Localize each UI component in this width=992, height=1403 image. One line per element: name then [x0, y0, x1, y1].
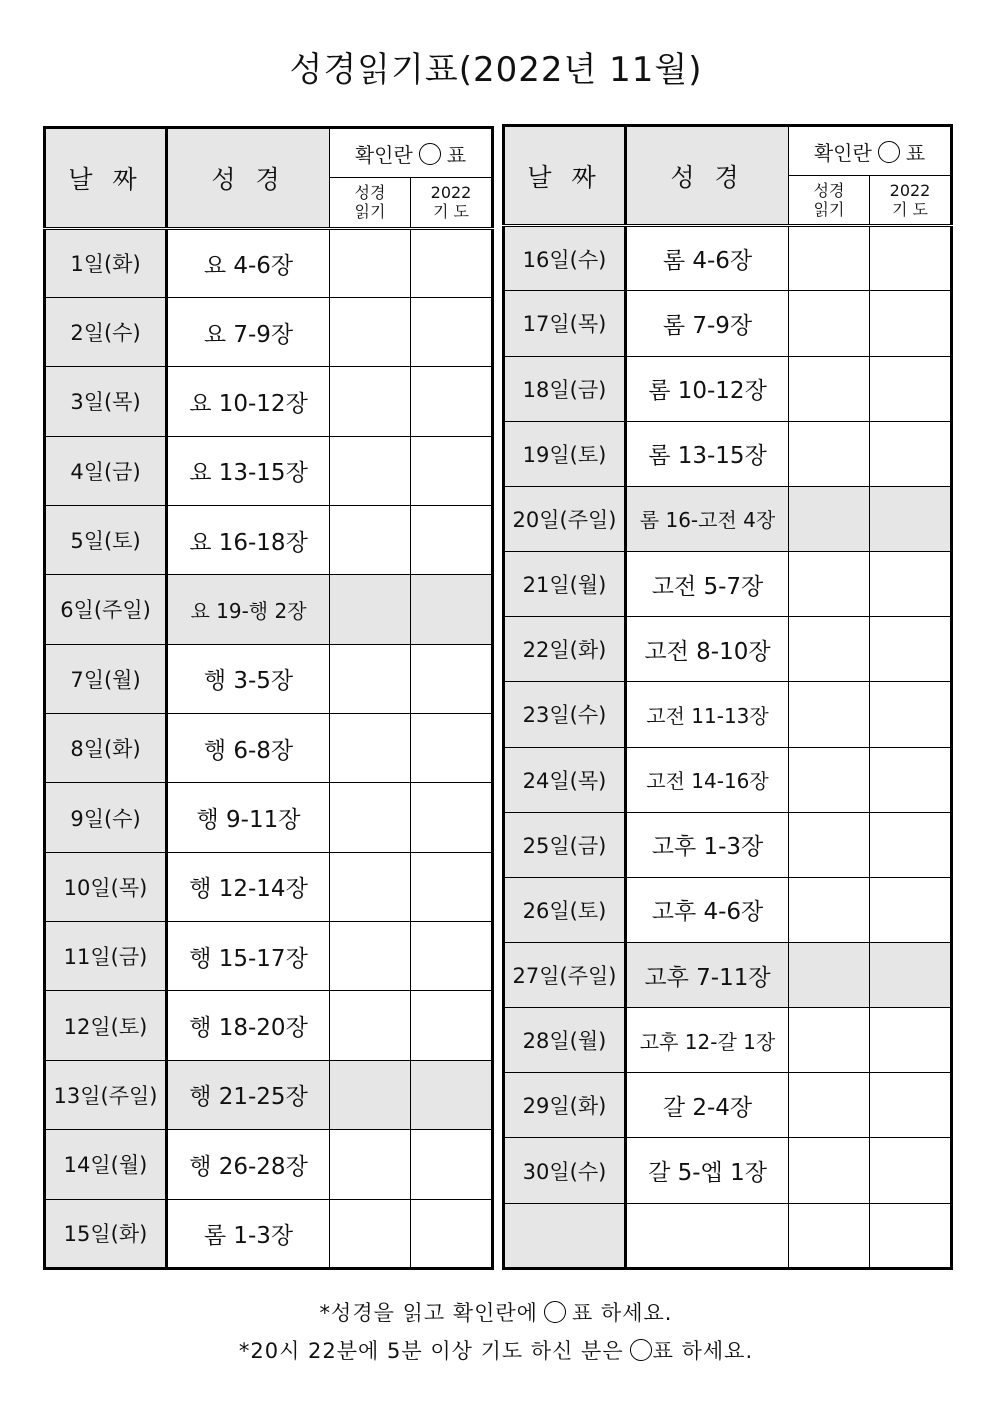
date-cell: 25일(금): [504, 812, 626, 877]
pray-check-cell[interactable]: [411, 575, 493, 644]
pray-check-cell[interactable]: [870, 291, 952, 356]
passage-cell: 갈 5-엡 1장: [626, 1138, 789, 1203]
pray-check-cell[interactable]: [411, 505, 493, 574]
pray-check-cell[interactable]: [870, 682, 952, 747]
passage-cell: 행 21-25장: [167, 1060, 330, 1129]
read-check-cell[interactable]: [789, 747, 870, 812]
pray-check-cell[interactable]: [411, 991, 493, 1060]
pray-check-cell[interactable]: [870, 942, 952, 1007]
pray-check-cell[interactable]: [411, 228, 493, 297]
table-row: [45, 714, 493, 783]
read-check-cell[interactable]: [789, 617, 870, 682]
passage-cell: 고후 7-11장: [626, 942, 789, 1007]
date-cell: 30일(수): [504, 1138, 626, 1203]
passage-cell: 행 9-11장: [167, 783, 330, 852]
date-cell: 26일(토): [504, 877, 626, 942]
circle-icon: [544, 1301, 566, 1323]
reading-table-left: [43, 126, 494, 1270]
read-check-cell[interactable]: [789, 1073, 870, 1138]
read-check-cell[interactable]: [330, 228, 411, 297]
confirm-label: 확인란: [813, 140, 872, 165]
pray-check-cell[interactable]: [411, 1199, 493, 1268]
table-row: [45, 644, 493, 713]
read-check-cell[interactable]: [789, 1138, 870, 1203]
passage-cell: 롬 4-6장: [626, 226, 789, 291]
table-row: [504, 617, 952, 682]
read-check-cell[interactable]: [330, 1060, 411, 1129]
circle-icon: [630, 1339, 652, 1361]
read-check-cell[interactable]: [330, 852, 411, 921]
date-cell: 1일(화): [45, 228, 167, 297]
bible-header: 성 경: [167, 128, 330, 229]
read-check-cell[interactable]: [789, 486, 870, 551]
table-row: [504, 747, 952, 812]
date-cell: 3일(목): [45, 367, 167, 436]
read-check-cell[interactable]: [789, 1008, 870, 1073]
passage-cell: 요 16-18장: [167, 505, 330, 574]
date-cell: 20일(주일): [504, 486, 626, 551]
pray-check-cell[interactable]: [411, 783, 493, 852]
passage-cell: 고전 5-7장: [626, 552, 789, 617]
confirm-header: [789, 126, 952, 176]
table-row: [504, 682, 952, 747]
confirm-header: [330, 128, 493, 178]
passage-cell: 행 12-14장: [167, 852, 330, 921]
passage-cell: 요 13-15장: [167, 436, 330, 505]
instruction-note-2: *20시 22분에 5분 이상 기도 하신 분은 표 하세요.: [238, 1339, 754, 1363]
table-row: [45, 575, 493, 644]
date-cell: 19일(토): [504, 421, 626, 486]
date-cell: 28일(월): [504, 1008, 626, 1073]
passage-cell: 고전 8-10장: [626, 617, 789, 682]
pray-check-cell[interactable]: [870, 486, 952, 551]
pray-check-cell[interactable]: [870, 1073, 952, 1138]
circle-icon: [419, 143, 441, 165]
read-check-cell[interactable]: [330, 783, 411, 852]
pray-check-cell[interactable]: [870, 1008, 952, 1073]
table-row: [504, 226, 952, 291]
passage-cell: 고후 12-갈 1장: [626, 1008, 789, 1073]
passage-cell: 롬 16-고전 4장: [626, 486, 789, 551]
date-cell: 11일(금): [45, 922, 167, 991]
table-row: [504, 1073, 952, 1138]
date-cell: 8일(화): [45, 714, 167, 783]
pray-check-cell[interactable]: [870, 1203, 952, 1268]
table-row: [45, 852, 493, 921]
passage-cell: 요 4-6장: [167, 228, 330, 297]
date-header: 날 짜: [504, 126, 626, 226]
read-check-cell[interactable]: [330, 991, 411, 1060]
passage-cell: 고후 4-6장: [626, 877, 789, 942]
read-check-cell[interactable]: [789, 942, 870, 1007]
read-check-cell[interactable]: [330, 1130, 411, 1199]
read-check-cell[interactable]: [330, 505, 411, 574]
pray-check-cell[interactable]: [411, 644, 493, 713]
pray-check-cell[interactable]: [411, 367, 493, 436]
passage-cell: [626, 1203, 789, 1268]
pray-check-cell[interactable]: [411, 436, 493, 505]
date-cell: 10일(목): [45, 852, 167, 921]
read-check-cell[interactable]: [330, 714, 411, 783]
table-row: [45, 367, 493, 436]
date-cell: 12일(토): [45, 991, 167, 1060]
confirm-label: 확인란: [354, 142, 413, 167]
read-check-cell[interactable]: [789, 552, 870, 617]
pray-check-cell[interactable]: [870, 877, 952, 942]
read-check-cell[interactable]: [789, 291, 870, 356]
read-check-cell[interactable]: [789, 1203, 870, 1268]
table-row: [504, 356, 952, 421]
date-cell: 27일(주일): [504, 942, 626, 1007]
date-cell: 24일(목): [504, 747, 626, 812]
pray-check-cell[interactable]: [870, 552, 952, 617]
date-cell: 29일(화): [504, 1073, 626, 1138]
pray-check-cell[interactable]: [411, 852, 493, 921]
table-row: [45, 783, 493, 852]
date-cell: 18일(금): [504, 356, 626, 421]
table-row: [504, 421, 952, 486]
passage-cell: 롬 10-12장: [626, 356, 789, 421]
passage-cell: 롬 13-15장: [626, 421, 789, 486]
read-check-cell[interactable]: [330, 297, 411, 366]
table-row: [45, 436, 493, 505]
pray-check-cell[interactable]: [870, 421, 952, 486]
page-title: 성경읽기표(2022년 11월): [289, 50, 703, 90]
instruction-note-1: *성경을 읽고 확인란에 표 하세요.: [319, 1301, 673, 1325]
bible-header: 성 경: [626, 126, 789, 226]
date-cell: 14일(월): [45, 1130, 167, 1199]
passage-cell: 요 19-행 2장: [167, 575, 330, 644]
circle-icon: [878, 141, 900, 163]
date-header: 날 짜: [45, 128, 167, 229]
table-row: [504, 1203, 952, 1268]
read-check-cell[interactable]: [789, 226, 870, 291]
passage-cell: 행 3-5장: [167, 644, 330, 713]
passage-cell: 행 26-28장: [167, 1130, 330, 1199]
table-row: [45, 1130, 493, 1199]
read-check-cell[interactable]: [330, 436, 411, 505]
read-check-cell[interactable]: [330, 1199, 411, 1268]
date-cell: 5일(토): [45, 505, 167, 574]
passage-cell: 요 10-12장: [167, 367, 330, 436]
table-row: [45, 1060, 493, 1129]
table-row: [504, 942, 952, 1007]
date-cell: [504, 1203, 626, 1268]
table-row: [45, 922, 493, 991]
pray-check-cell[interactable]: [411, 1060, 493, 1129]
pray-check-cell[interactable]: [411, 922, 493, 991]
read-check-cell[interactable]: [330, 575, 411, 644]
read-subheader: 성경 읽기: [330, 178, 411, 228]
date-cell: 21일(월): [504, 552, 626, 617]
read-check-cell[interactable]: [789, 812, 870, 877]
read-check-cell[interactable]: [330, 922, 411, 991]
table-row: [45, 297, 493, 366]
passage-cell: 고후 1-3장: [626, 812, 789, 877]
date-cell: 6일(주일): [45, 575, 167, 644]
table-row: [45, 228, 493, 297]
table-row: [504, 877, 952, 942]
passage-cell: 갈 2-4장: [626, 1073, 789, 1138]
date-cell: 13일(주일): [45, 1060, 167, 1129]
table-row: [504, 291, 952, 356]
pray-check-cell[interactable]: [870, 812, 952, 877]
date-cell: 16일(수): [504, 226, 626, 291]
confirm-mark: 표: [905, 140, 926, 165]
read-check-cell[interactable]: [330, 367, 411, 436]
table-row: [504, 812, 952, 877]
table-row: [504, 552, 952, 617]
read-check-cell[interactable]: [789, 421, 870, 486]
date-cell: 15일(화): [45, 1199, 167, 1268]
pray-check-cell[interactable]: [411, 1130, 493, 1199]
pray-subheader: 2022 기 도: [870, 176, 952, 226]
pray-check-cell[interactable]: [870, 617, 952, 682]
reading-table-right: [502, 124, 953, 1270]
pray-check-cell[interactable]: [411, 714, 493, 783]
confirm-mark: 표: [446, 142, 467, 167]
passage-cell: 요 7-9장: [167, 297, 330, 366]
date-cell: 9일(수): [45, 783, 167, 852]
passage-cell: 행 6-8장: [167, 714, 330, 783]
passage-cell: 고전 11-13장: [626, 682, 789, 747]
table-row: [45, 991, 493, 1060]
pray-check-cell[interactable]: [870, 356, 952, 421]
date-cell: 2일(수): [45, 297, 167, 366]
read-check-cell[interactable]: [330, 644, 411, 713]
date-cell: 4일(금): [45, 436, 167, 505]
table-row: [504, 486, 952, 551]
pray-check-cell[interactable]: [870, 226, 952, 291]
table-row: [504, 1008, 952, 1073]
read-subheader: 성경 읽기: [789, 176, 870, 226]
pray-check-cell[interactable]: [870, 747, 952, 812]
passage-cell: 행 15-17장: [167, 922, 330, 991]
passage-cell: 롬 1-3장: [167, 1199, 330, 1268]
passage-cell: 고전 14-16장: [626, 747, 789, 812]
passage-cell: 행 18-20장: [167, 991, 330, 1060]
pray-check-cell[interactable]: [411, 297, 493, 366]
date-cell: 22일(화): [504, 617, 626, 682]
table-row: [45, 1199, 493, 1268]
read-check-cell[interactable]: [789, 356, 870, 421]
read-check-cell[interactable]: [789, 877, 870, 942]
table-row: [45, 505, 493, 574]
date-cell: 17일(목): [504, 291, 626, 356]
table-row: [504, 1138, 952, 1203]
read-check-cell[interactable]: [789, 682, 870, 747]
pray-check-cell[interactable]: [870, 1138, 952, 1203]
date-cell: 7일(월): [45, 644, 167, 713]
passage-cell: 롬 7-9장: [626, 291, 789, 356]
date-cell: 23일(수): [504, 682, 626, 747]
pray-subheader: 2022 기 도: [411, 178, 493, 228]
